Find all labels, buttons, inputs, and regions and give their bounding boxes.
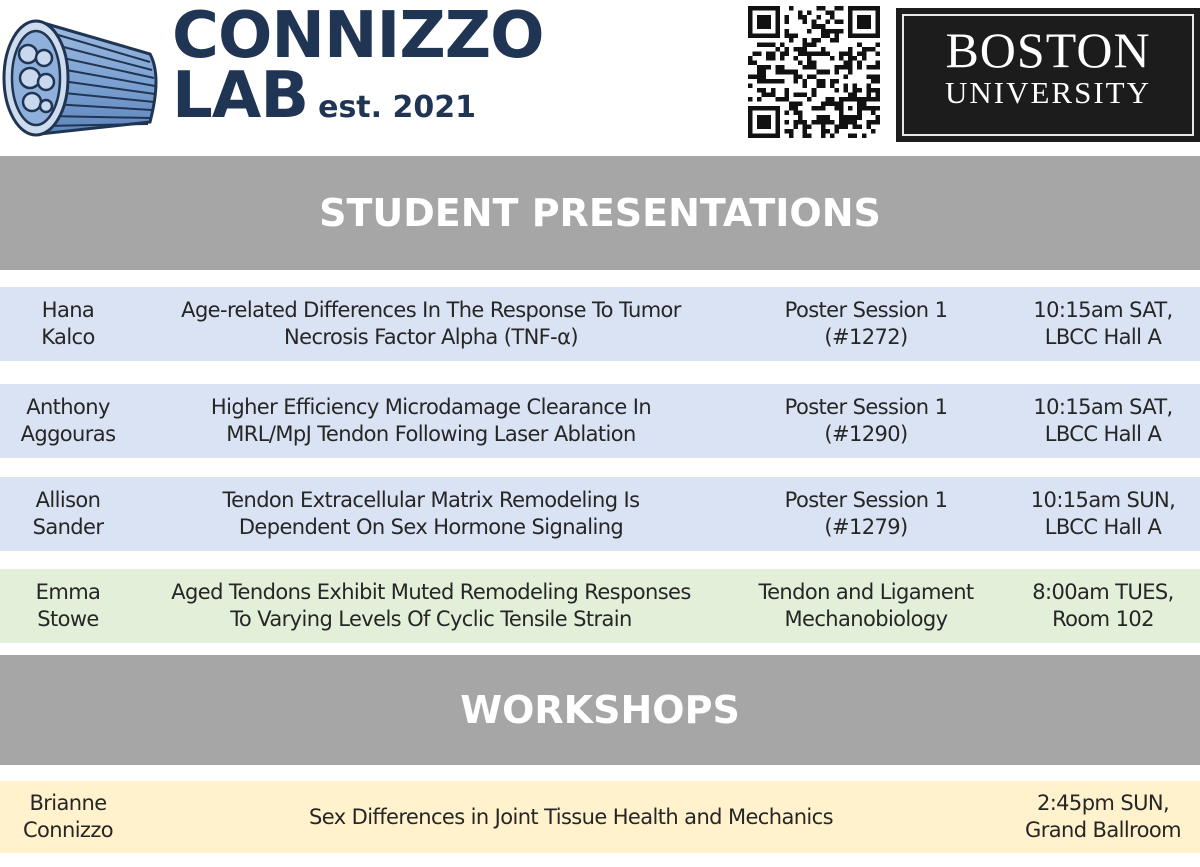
workshop-title: Sex Differences in Joint Tissue Health and Mechanics	[309, 804, 833, 829]
presentation-time: 8:00am TUES, Room 102	[1032, 580, 1174, 631]
presenter-name: Anthony Aggouras	[20, 395, 116, 446]
qr-code-icon[interactable]	[748, 6, 880, 138]
workshops-header: WORKSHOPS	[0, 655, 1200, 765]
presenter-name: Emma Stowe	[35, 580, 101, 631]
presentation-row	[0, 287, 1200, 361]
lab-name	[172, 0, 544, 138]
university-line2: UNIVERSITY	[945, 75, 1151, 110]
presentation-session: Poster Session 1 (#1290)	[784, 395, 948, 446]
presentation-time: 10:15am SAT, LBCC Hall A	[1033, 395, 1173, 446]
student-presentations-header: STUDENT PRESENTATIONS	[0, 156, 1200, 270]
presentation-session: Tendon and Ligament Mechanobiology	[758, 580, 974, 631]
header	[0, 0, 1200, 155]
lab-name-line1: CONNIZZO	[172, 0, 544, 73]
boston-university-logo	[896, 8, 1200, 142]
presentation-session: Poster Session 1 (#1272)	[784, 298, 948, 349]
presentation-title: Tendon Extracellular Matrix Remodeling Is Dependent On Sex Hormone Signaling	[222, 488, 640, 539]
presentation-row	[0, 477, 1200, 551]
workshop-presenter-name: Brianne Connizzo	[22, 791, 114, 842]
university-line1: BOSTON	[945, 22, 1151, 78]
presentation-row	[0, 384, 1200, 458]
presentation-time: 10:15am SAT, LBCC Hall A	[1033, 298, 1173, 349]
presentation-title: Age-related Differences In The Response To Tumor Necrosis Factor Alpha (TNF-α)	[181, 298, 681, 349]
presenter-name: Allison Sander	[32, 488, 104, 539]
presentation-row	[0, 569, 1200, 643]
presentation-time: 10:15am SUN, LBCC Hall A	[1030, 488, 1176, 539]
workshop-row	[0, 781, 1200, 853]
presentation-session: Poster Session 1 (#1279)	[784, 488, 948, 539]
presentation-title: Higher Efficiency Microdamage Clearance In MRL/MpJ Tendon Following Laser Ablation	[210, 395, 652, 446]
presentation-title: Aged Tendons Exhibit Muted Remodeling Responses To Varying Levels Of Cyclic Tensile Strain	[171, 580, 691, 631]
lab-name-line2: LAB	[172, 59, 309, 133]
presenter-name: Hana Kalco	[41, 298, 95, 349]
workshop-time: 2:45pm SUN, Grand Ballroom	[1025, 791, 1181, 842]
tendon-logo-icon	[0, 14, 165, 139]
established-year: est. 2021	[318, 90, 476, 125]
